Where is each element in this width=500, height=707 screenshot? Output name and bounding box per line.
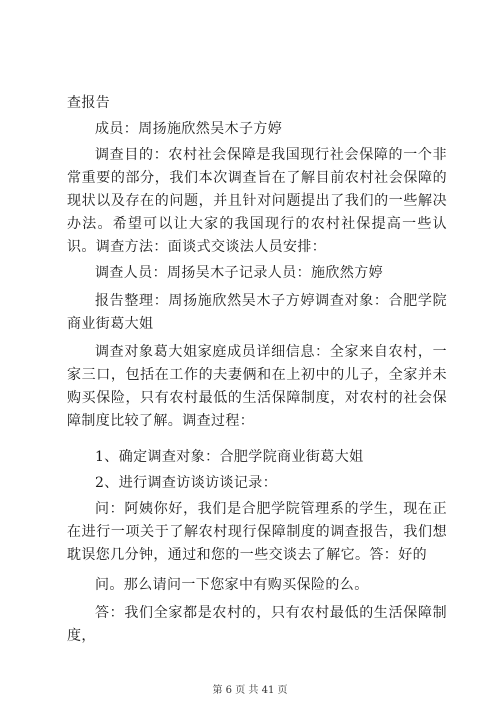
paragraph-question-2: 问。那么请问一下您家中有购买保险的么。 (95, 577, 369, 593)
paragraph-heading-fragment: 查报告 (67, 95, 111, 111)
paragraph-family-info: 调查对象葛大姐家庭成员详细信息：全家来自农村，一家三口，包括在工作的夫妻俩和在上初中的儿子，全家并未购买保险，只有农村最低的生活保障制度，对农村的社会保障制度比较了解。调查过程： (67, 344, 447, 429)
paragraph-purpose: 调查目的：农村社会保障是我国现行社会保障的一个非常重要的部分，我们本次调查旨在了解目前农村社会保障的现状以及存在的问题，并且针对问题提出了我们的一些解决办法。希望可以让大家的我国现行的农村社保提高一些认识。调查方法：面谈式交谈法人员安排： (67, 147, 447, 255)
paragraph-members: 成员：周扬施欣然吴木子方婷 (95, 121, 283, 137)
paragraph-question-1: 问：阿姨你好，我们是合肥学院管理系的学生，现在正在进行一项关于了解农村现行保障制度的调查报告，我们想耽误您几分钟，通过和您的一些交谈去了解它。答：好的 (67, 501, 447, 563)
paragraph-answer-2: 答：我们全家都是农村的，只有农村最低的生活保障制度， (67, 605, 447, 644)
paragraph-investigators: 调查人员：周扬吴木子记录人员：施欣然方婷 (95, 265, 383, 281)
paragraph-step-2: 2、进行调查访谈访谈记录： (95, 475, 278, 491)
page-footer: 第 6 页 共 41 页 (212, 685, 288, 696)
paragraph-report-organization: 报告整理：周扬施欣然吴木子方婷调查对象：合肥学院商业街葛大姐 (67, 293, 447, 332)
paragraph-step-1: 1、确定调查对象：合肥学院商业街葛大姐 (95, 449, 364, 465)
